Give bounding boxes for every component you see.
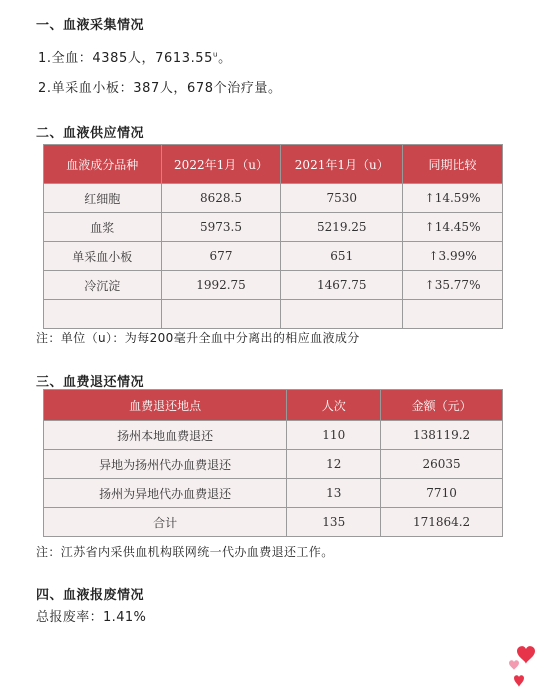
whole-blood-text: 1.全血：4385人，7613.55 [38,51,214,66]
table-cell: 651 [281,242,403,271]
table-cell: 1467.75 [281,271,403,300]
blood-refund-table [43,389,503,537]
table-cell: 扬州为异地代办血费退还 [44,479,287,508]
unit-note: 注：单位（u）：为每200毫升全血中分离出的相应血液成分 [36,331,360,345]
table-row [44,271,503,300]
table-cell: 异地为扬州代办血费退还 [44,450,287,479]
table-cell [44,300,162,329]
blood-supply-table [43,144,503,329]
table-row [44,479,503,508]
table-cell: 110 [287,421,381,450]
table-cell: 677 [161,242,281,271]
table-header-row [44,145,503,184]
whole-blood-line [38,47,232,66]
hearts-decoration-icon [495,639,545,689]
column-header: 金额（元） [381,390,503,421]
section4-heading: 四、血液报废情况 [36,588,145,603]
column-header: 2022年1月（u） [161,145,281,184]
table-row [44,242,503,271]
platelet-line: 2.单采血小板：387人，678个治疗量。 [38,81,282,96]
table-cell: ↑14.45% [403,213,503,242]
scrap-rate-line: 总报废率：1.41% [36,610,147,625]
column-header: 2021年1月（u） [281,145,403,184]
table-cell: 5973.5 [161,213,281,242]
table-cell: ↑35.77% [403,271,503,300]
table-cell: 13 [287,479,381,508]
whole-blood-end: 。 [218,51,232,66]
column-header: 同期比较 [403,145,503,184]
table-cell: 红细胞 [44,184,162,213]
table-cell: 12 [287,450,381,479]
refund-note: 注：江苏省内采供血机构联网统一代办血费退还工作。 [36,545,334,559]
table-row [44,450,503,479]
column-header: 血液成分品种 [44,145,162,184]
table-cell: 135 [287,508,381,537]
table-cell: 171864.2 [381,508,503,537]
small-pink-heart-icon [509,660,519,670]
large-red-heart-icon [517,646,535,664]
table-cell: 26035 [381,450,503,479]
table-cell: ↑3.99% [403,242,503,271]
bottom-red-heart-icon [514,675,524,687]
table-cell: 冷沉淀 [44,271,162,300]
section1-heading: 一、血液采集情况 [36,18,145,33]
table-cell: 单采血小板 [44,242,162,271]
table-cell: 5219.25 [281,213,403,242]
table-row [44,421,503,450]
table-cell [403,300,503,329]
table-cell: ↑14.59% [403,184,503,213]
table-cell: 8628.5 [161,184,281,213]
unit-superscript: u [213,50,219,59]
section2-heading: 二、血液供应情况 [36,126,145,141]
table-cell [281,300,403,329]
column-header: 人次 [287,390,381,421]
table-row-empty [44,300,503,329]
table-cell: 扬州本地血费退还 [44,421,287,450]
column-header: 血费退还地点 [44,390,287,421]
table-header-row [44,390,503,421]
table-cell [161,300,281,329]
table-row [44,184,503,213]
table-cell: 7530 [281,184,403,213]
table-row-total [44,508,503,537]
table-cell: 合计 [44,508,287,537]
table-row [44,213,503,242]
table-cell: 1992.75 [161,271,281,300]
table-cell: 血浆 [44,213,162,242]
table-cell: 7710 [381,479,503,508]
section3-heading: 三、血费退还情况 [36,375,145,390]
table-cell: 138119.2 [381,421,503,450]
